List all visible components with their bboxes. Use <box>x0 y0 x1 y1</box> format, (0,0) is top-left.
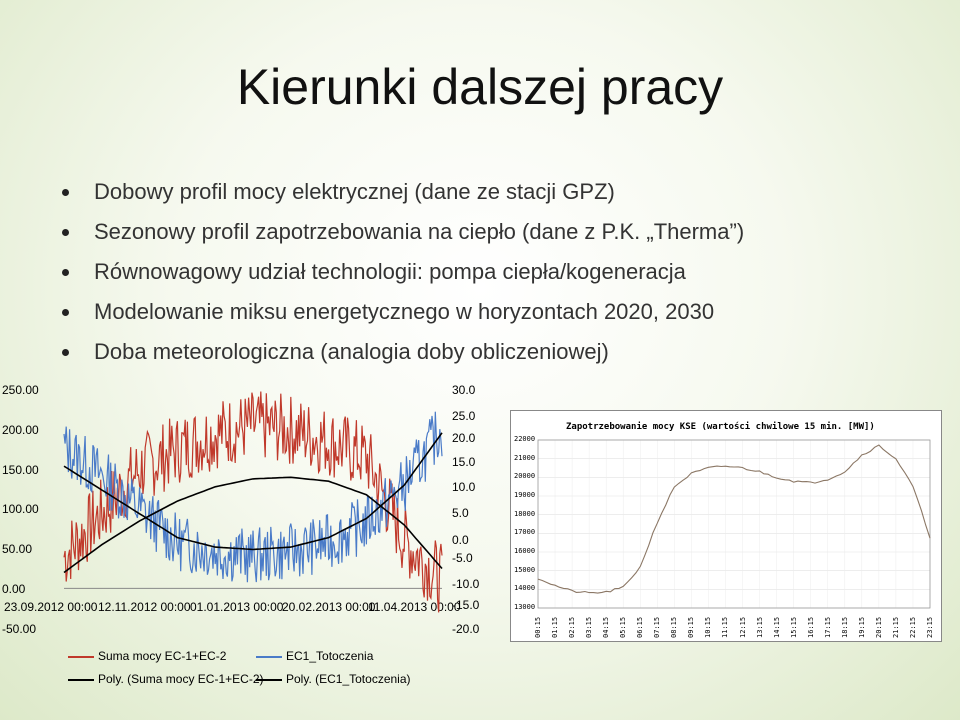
left-y-tick: 0.00 <box>2 582 26 596</box>
right-y-tick: 30.0 <box>452 383 476 397</box>
right-y-tick: -10.0 <box>452 577 480 591</box>
right-y-tick: 5.0 <box>452 506 469 520</box>
kse-chart-title: Zapotrzebowanie mocy KSE (wartości chwilowe 15 min. [MW]) <box>566 422 875 432</box>
kse-x-tick: 14:15 <box>772 616 781 638</box>
x-tick: 20.02.2013 00:00 <box>282 600 376 614</box>
left-y-tick: 250.00 <box>2 383 39 397</box>
kse-y-tick: 16000 <box>514 547 536 555</box>
left-y-tick: 100.00 <box>2 502 39 516</box>
left-y-tick: 200.00 <box>2 423 39 437</box>
bullet-text: Dobowy profil mocy elektrycznej (dane ze stacji GPZ) <box>94 179 615 204</box>
legend-label: Poly. (EC1_Totoczenia) <box>286 672 411 686</box>
bullet-text: Równowagowy udział technologii: pompa ciepła/kogeneracja <box>94 259 686 284</box>
kse-y-tick: 17000 <box>514 528 536 537</box>
kse-y-tick: 13000 <box>514 603 536 611</box>
kse-x-tick: 05:15 <box>619 616 628 638</box>
kse-plot-area <box>538 440 930 608</box>
legend-label: EC1_Totoczenia <box>286 649 374 663</box>
kse-y-tick: 21000 <box>514 453 536 462</box>
kse-x-tick: 02:15 <box>568 616 577 638</box>
kse-y-tick: 19000 <box>514 491 536 499</box>
kse-x-tick: 07:15 <box>653 616 662 638</box>
slide-title: Kierunki dalszej pracy <box>236 59 724 115</box>
kse-x-tick: 21:15 <box>891 616 900 638</box>
kse-x-tick: 15:15 <box>789 616 798 638</box>
kse-y-tick: 18000 <box>514 509 536 518</box>
x-tick: 23.09.2012 00:00 <box>4 600 98 614</box>
right-y-tick: 25.0 <box>452 409 476 423</box>
right-y-tick: 10.0 <box>452 480 476 494</box>
kse-x-tick: 19:15 <box>857 616 866 638</box>
legend-label: Suma mocy EC-1+EC-2 <box>98 649 227 663</box>
legend-label: Poly. (Suma mocy EC-1+EC-2) <box>98 672 264 686</box>
left-y-tick: 50.00 <box>2 542 33 556</box>
right-y-tick: -20.0 <box>452 622 480 636</box>
kse-x-tick: 22:15 <box>908 616 917 638</box>
kse-x-tick: 00:15 <box>534 616 542 638</box>
kse-x-tick: 20:15 <box>874 616 883 638</box>
kse-y-tick: 14000 <box>514 584 536 593</box>
bullet-text: Doba meteorologiczna (analogia doby obliczeniowej) <box>94 339 609 364</box>
kse-x-tick: 10:15 <box>704 616 713 638</box>
bullet-text: Sezonowy profil zapotrzebowania na ciepło (dane z P.K. „Therma”) <box>94 219 745 244</box>
kse-y-tick: 20000 <box>514 472 536 481</box>
kse-x-tick: 12:15 <box>738 616 747 638</box>
x-tick: 01.01.2013 00:00 <box>190 600 284 614</box>
right-y-tick: -5.0 <box>452 551 473 565</box>
kse-x-tick: 17:15 <box>823 616 832 638</box>
x-tick: 12.11.2012 00:00 <box>98 600 191 614</box>
kse-x-tick: 18:15 <box>840 616 849 638</box>
kse-x-tick: 06:15 <box>636 616 645 638</box>
kse-x-tick: 01:15 <box>551 616 560 638</box>
kse-y-tick: 22000 <box>514 435 536 443</box>
right-y-tick: 0.0 <box>452 533 469 547</box>
kse-x-tick: 13:15 <box>755 616 764 638</box>
kse-x-tick: 23:15 <box>926 616 934 638</box>
kse-x-tick: 09:15 <box>687 616 696 638</box>
kse-x-tick: 03:15 <box>585 616 594 638</box>
right-y-tick: 20.0 <box>452 431 476 445</box>
bullet-text: Modelowanie miksu energetycznego w horyzontach 2020, 2030 <box>94 299 715 324</box>
right-y-tick: 15.0 <box>452 455 476 469</box>
kse-x-tick: 04:15 <box>602 616 611 638</box>
kse-y-tick: 15000 <box>514 565 536 574</box>
kse-x-tick: 08:15 <box>670 616 679 638</box>
left-y-tick: -50.00 <box>2 622 37 636</box>
kse-x-tick: 11:15 <box>721 616 730 638</box>
left-y-tick: 150.00 <box>2 463 39 477</box>
x-tick: 11.04.2013 00:00 <box>368 600 461 614</box>
right-y-tick: -15.0 <box>452 598 480 612</box>
kse-x-tick: 16:15 <box>806 616 815 638</box>
